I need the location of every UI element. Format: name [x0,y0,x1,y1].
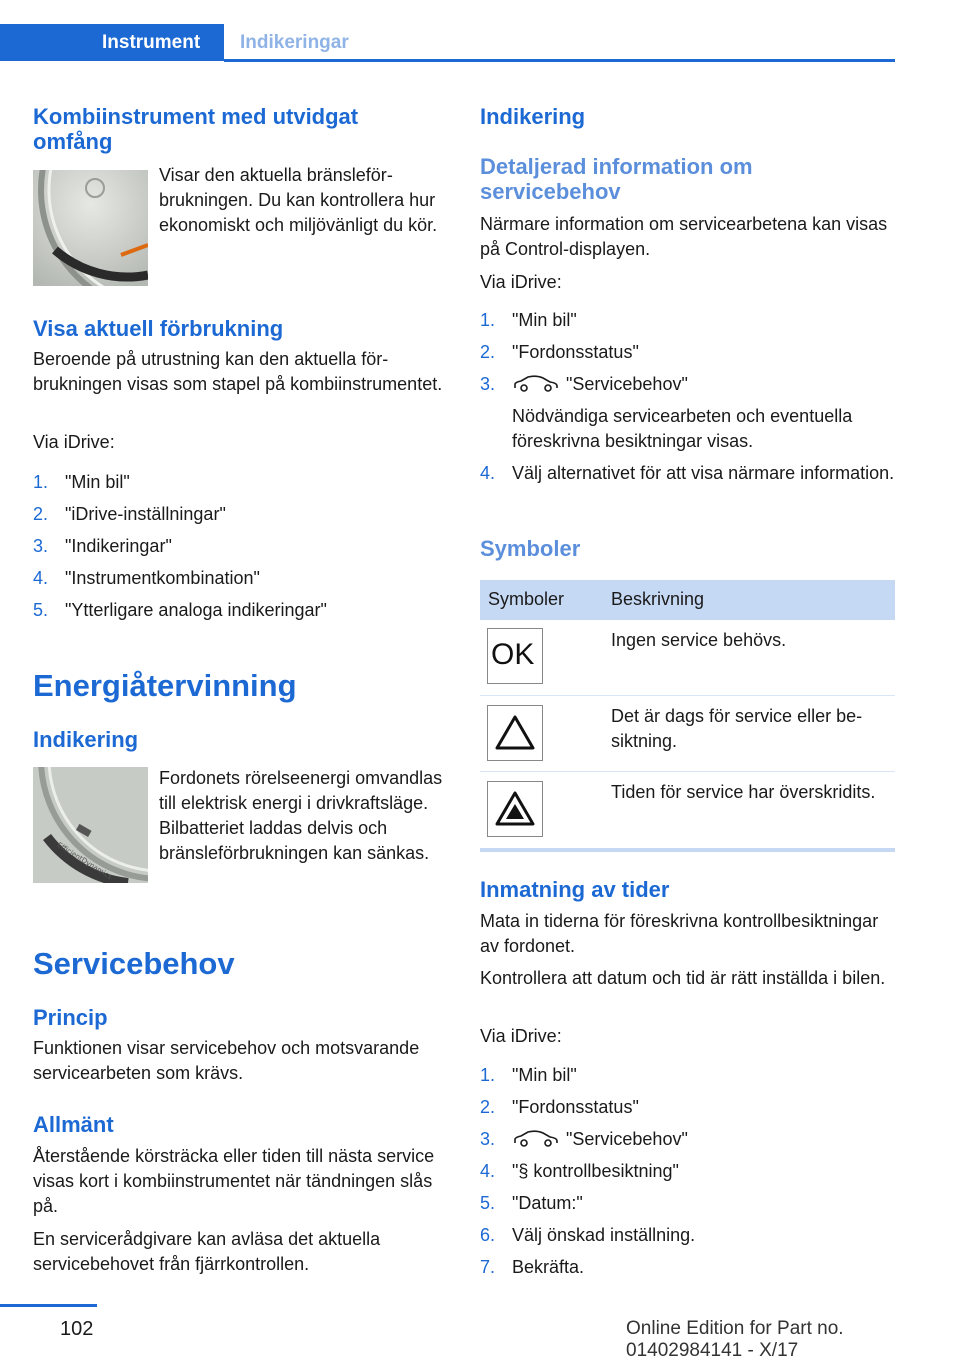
energi-heading: Energiåtervinning [33,668,297,703]
gauge-image-consumption [33,170,148,286]
allmant-text-2: En servicerådgivare kan avläsa det aktuella servicebehovet från fjärrkontrollen. [33,1229,381,1274]
tab-indikeringar[interactable] [224,24,394,61]
tab-instrument[interactable] [0,24,224,61]
symboler-heading: Symboler [480,536,581,561]
list-item: 4. "Instrumentkombination" [33,568,260,588]
table-row [480,772,895,847]
header-divider [224,59,895,62]
list-item: 2. "iDrive-inställningar" [33,504,226,524]
col-symboler: Symboler [488,589,565,609]
tab-instrument-label: Instrument [102,32,201,53]
right-steps-list-2 [480,1063,895,1287]
step3-note: Nödvändiga servicearbeten och eventuella föreskrivna besiktningar visas. [512,406,853,451]
car-icon [512,1130,560,1148]
table-header [480,580,895,620]
car-icon [512,375,560,393]
table-row [480,696,895,772]
princip-heading: Princip [33,1005,108,1030]
list-item: 2. "Fordonsstatus" [480,1097,639,1117]
row-description: Tiden för service har överskridits. [611,782,876,802]
list-item: 2. "Fordonsstatus" [480,342,639,362]
detalj-text: Närmare information om servicearbetena kan visas på Control-displayen. [480,214,888,259]
energi-text: Fordonets rörelseenergi omvandlas till elektrisk energi i drivkraftsläge. Bilbatteriet laddas delvis och bränsleförbrukningen kan sänkas. [159,768,443,863]
symbol-table [480,580,895,620]
kombi-heading: Kombiinstrument med utvidgat omfång [33,104,359,154]
allmant-heading: Allmänt [33,1112,114,1137]
row-description: Det är dags för service eller besiktning. [611,706,863,751]
energi-subheading: Indikering [33,727,139,752]
indikering-heading: Indikering [480,104,586,129]
footer-edition: Online Edition for Part no. 01402984141 - X/17 [626,1318,844,1361]
princip-text: Funktionen visar servicebehov och motsvarande servicearbeten som krävs. [33,1038,420,1083]
triangle-icon [487,705,543,761]
triangle-exclaim-icon [487,781,543,837]
kombi-text: Visar den aktuella bränsleförbrukningen. Du kan kontrollera hur ekonomiskt och miljövänligt du kör. [159,165,438,235]
gauge-image-recuperation [33,767,148,883]
gauge-label: EfficientDynamics [55,840,114,882]
list-item: 4. Välj alternativet för att visa närmare information. [480,463,895,483]
ok-symbol-icon [487,628,543,684]
ok-symbol-text: OK [491,638,535,671]
list-item: 3. "Servicebehov" Nödvändiga servicearbeten och eventuella föreskrivna besiktningar visas. [480,372,895,454]
footer-rule [0,1304,97,1307]
list-item: 4. "§ kontrollbesiktning" [480,1161,679,1181]
page-number: 102 [60,1318,94,1340]
left-steps-list [33,470,443,630]
inmatning-text-1: Mata in tiderna för föreskrivna kontrollbesiktningar av fordonet. [480,911,879,956]
allmant-text-1: Återstående körsträcka eller tiden till nästa service visas kort i kombiinstrumentet när tändningen slås på. [33,1146,435,1216]
row-description: Ingen service behövs. [611,630,787,650]
list-item: 1. "Min bil" [33,472,130,492]
list-item: 6. Välj önskad inställning. [480,1225,696,1245]
list-item: 5. "Datum:" [480,1193,583,1213]
list-item: 1. "Min bil" [480,310,577,330]
list-item: 5. "Ytterligare analoga indikeringar" [33,600,327,620]
table-row [480,620,895,696]
list-item: 3. "Indikeringar" [33,536,172,556]
detalj-heading: Detaljerad information om servicebehov [480,154,753,204]
tab-indikeringar-label: Indikeringar [240,32,349,53]
service-heading: Servicebehov [33,946,235,981]
visa-text: Beroende på utrustning kan den aktuella förbrukningen visas som stapel på kombiinstrumentet. [33,349,443,394]
inmatning-text-2: Kontrollera att datum och tid är rätt inställda i bilen. [480,968,886,988]
list-item: 1. "Min bil" [480,1065,577,1085]
right-steps-list [480,308,895,493]
via-idrive-label: Via iDrive: [33,432,115,452]
table-bottom-rule [480,848,895,852]
list-item: 7. Bekräfta. [480,1257,585,1277]
via-idrive-label-right: Via iDrive: [480,272,562,292]
header-bar [0,0,960,62]
col-beskrivning: Beskrivning [611,589,705,609]
list-item: 3. "Servicebehov" [480,1129,688,1149]
via-idrive-label-right-2: Via iDrive: [480,1026,562,1046]
inmatning-heading: Inmatning av tider [480,877,670,902]
visa-heading: Visa aktuell förbrukning [33,316,284,341]
